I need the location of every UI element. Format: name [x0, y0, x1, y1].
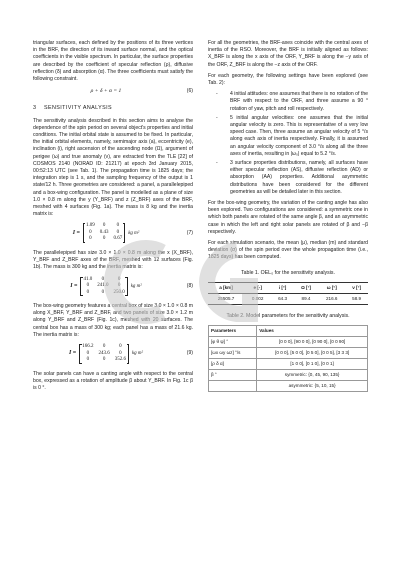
matrix-cell: 0 [117, 276, 121, 282]
table-row [209, 348, 368, 359]
matrix-cell: 241.0 [97, 283, 109, 289]
table-row [209, 370, 368, 381]
table-header-cell: i [°] [278, 285, 287, 291]
matrix-label: I = [72, 229, 80, 236]
paragraph: The sensitivity analysis described in this section aims to analyse the dependence of the spin period on several object's properties and initial conditions. The initial orbital state is assumed to be fixed. In particular, the initial orbital elements, namely, semimajor axis (a), eccentricity (e), inclination (i), right ascension of the ascending node (Ω), argument of perigee (ω) and true anomaly (ν), are extracted from the TLE [22] of COSMOS 2140 (NORAD ID: 21217) at epoch 3rd January 2015, 00:52:13 UTC (see Tab. 1). The propagation time is 1825 days; the integration step is 1 s, and the sampling frequency of the output is 1 state/12 h. Three geometries are considered: a panel, a parallelepiped and a box-wing configuration. The panel is modelled as a plane of size 1.0 × 0.8 m along the y (Y_BRF) and z (Z_BRF) axes of the BRF, meshed with 4 surfaces (Fig. 1a). The mass is 8 kg and the inertia matrix is: [33, 117, 193, 218]
matrix [80, 277, 127, 297]
matrix-cell: 0 [89, 229, 92, 235]
section-title: SENSITIVITY ANALYSIS [44, 105, 113, 112]
equation-number: (8) [186, 282, 193, 289]
equation-number: (7) [186, 229, 193, 236]
table-cell: [ωx ωy ωz] °/s [209, 348, 257, 359]
matrix-cell: 0 [101, 276, 105, 282]
equation-number: (9) [186, 350, 193, 357]
matrix-cell: 0 [119, 350, 122, 356]
table-header-cell: ω [°] [326, 285, 337, 291]
table-cell: symmetric: {0, 45, 90, 135} [257, 370, 368, 381]
settings-list [208, 91, 368, 196]
matrix-cell: 0 [119, 344, 122, 350]
paragraph: For each geometry, the following settings have been explored (see Tab. 2): [208, 72, 368, 87]
matrix-cell: 0 [102, 236, 106, 242]
equation-9 [33, 344, 193, 364]
matrix-cell: 0 [89, 236, 92, 242]
table-header-cell: ν [°] [352, 285, 362, 291]
matrix-cell: 352.6 [114, 357, 126, 363]
paragraph: The parallelepiped has size 3.0 × 1.0 × 0.8 m along the x (X_BRF), Y_BRF and Z_BRF axes of the BRF, meshed with 12 surfaces (Fig. 1b). The mass is 300 kg and the inertia matrix is: [33, 249, 193, 271]
right-column [208, 40, 368, 392]
matrix-cell: 0 [116, 229, 120, 235]
matrix-cell: 0 [86, 283, 90, 289]
table-header-cell: Ω [°] [301, 285, 311, 291]
table-cell: 216.6 [325, 296, 338, 302]
table-cell: β ° [209, 370, 257, 381]
paragraph: For each simulation scenario, the mean (μ), median (m) and standard deviation (σ) of the spin period over the whole propagation time (i.e., 1825 days) has been computed. [208, 240, 368, 261]
matrix-cell: 166.2 [82, 344, 94, 350]
matrix-cell: 0 [86, 350, 90, 356]
table-cell: [φ θ ψ] ° [209, 337, 257, 348]
table-cell: [ρ δ α] [209, 359, 257, 370]
list-item: - 3 surface properties distributions, namely, all surfaces have either specular reflection (AS), diffusive reflection (AD) or absorption (AA) properties. Additional asymmetric distributions have been considered for the different geometries as will be detailed later in this section. [216, 160, 368, 195]
matrix-cell: 0.67 [113, 236, 123, 242]
list-item: - 4 initial attitudes: one assumes that there is no rotation of the BRF with respect to the ORF, and three assume a 90 ° rotation of yaw, pitch and roll respectively. [216, 91, 368, 112]
equation-body: ρ + δ + α = 1 [90, 88, 122, 95]
paragraph: The solar panels can have a canting angle with respect to the central box, expressed as a rotation of amplitude β about Y_BRF. In Fig. 1c β is 0 °. [33, 370, 193, 391]
paragraph: The box-wing geometry features a central box of size 3.0 × 1.0 × 0.8 m along X_BRF, Y_BRF and Z_BRF, and two panels of size 3.0 × 1.2 m along Y_BRF and Z_BRF (Fig. 1c), meshed with 20 surfaces. The central box has a mass of 300 kg; each panel has a mass of 21.6 kg. The inertia matrix is: [33, 303, 193, 338]
table-cell: 58.9 [352, 296, 362, 302]
table-cell: 0.002 [251, 296, 264, 302]
table-row [209, 337, 368, 348]
section-number: 3 [33, 105, 37, 112]
table-1 [208, 282, 368, 305]
matrix-cell: 0 [102, 357, 106, 363]
matrix-cell: 0.43 [99, 229, 109, 235]
table-1-caption: Table 1. OEL₀ for the sensitivity analysis. [241, 269, 335, 276]
paragraph: triangular surfaces, each defined by the positions of its three vertices in the BRF, the direction of its inward surface normal, and the optical coefficients in the visible spectrum. In particular, the surface properties are described by the coefficient of specular reflection (ρ), diffusive reflection (δ) and absorption (α). The three coefficients must satisfy the following constraint. [33, 40, 193, 83]
equation-6 [33, 88, 193, 95]
table-row [209, 380, 368, 391]
equation-number: (6) [186, 88, 193, 95]
table-cell: 89.4 [301, 296, 311, 302]
table-cell: [1 0 0], [0 1 0], [0 0 1] [257, 359, 368, 370]
matrix-cell: 0 [86, 357, 90, 363]
matrix-cell: 0 [101, 289, 105, 295]
table-cell [209, 380, 257, 391]
matrix-cell: 0 [86, 289, 90, 295]
matrix-cell: 250.0 [113, 289, 125, 295]
paragraph: For the box-wing geometry, the variation of the canting angle has also been explored. Two configurations are considered: a symmetric one in which both panels are rotated of the same angle β, and an asymmetric case in which the left and right solar panels are rotated of β and −β respectively. [208, 200, 368, 235]
table-header-cell: e [-] [253, 285, 262, 291]
matrix-cell: 0 [117, 283, 121, 289]
matrix-unit: kg m² [128, 230, 140, 236]
table-cell: 25505.7 [217, 296, 235, 302]
table-cell: 64.3 [278, 296, 288, 302]
matrix-unit: kg m² [131, 351, 144, 357]
table-cell: asymmetric: {5, 10, 15} [257, 380, 368, 391]
paragraph: For all the geometries, the BRF-axes coincide with the central axes of inertia of the RSO. Moreover, the BRF is initially aligned as follows: X_BRF is along the x axis of the ORF, Y_BRF is along the −y axis of the ORF, Z_BRF is along the −z axis of the ORF. [208, 40, 368, 68]
table-header-cell: Values [257, 326, 368, 337]
matrix-cell: 41.0 [83, 276, 93, 282]
matrix-cell: 0 [102, 344, 106, 350]
table-2-caption: Table 2. Model parameters for the sensitivity analysis. [226, 312, 350, 319]
table-row [208, 293, 368, 304]
equation-7 [33, 223, 193, 243]
table-header-cell: Parameters [209, 326, 257, 337]
matrix [83, 223, 125, 243]
table-cell: [0 0 0], [5 0 0], [0 5 0], [0 0 5], [3 3 3] [257, 348, 368, 359]
table-cell: [0 0 0], [90 0 0], [0 90 0], [0 0 90] [257, 337, 368, 348]
table-header-cell: a [km] [219, 285, 233, 291]
left-column [33, 40, 193, 396]
matrix [79, 344, 129, 364]
matrix-unit: kg m² [130, 283, 142, 289]
matrix-label: I = [70, 282, 78, 289]
section-heading [33, 105, 193, 112]
table-row [209, 359, 368, 370]
matrix-cell: 243.6 [98, 350, 110, 356]
matrix-cell: 1.09 [85, 223, 95, 229]
matrix-cell: 0 [102, 223, 106, 229]
list-item: - 5 initial angular velocities: one assumes that the initial angular velocity is zero. This is representative of a very low speed case. Then, three assume an angular velocity of 5 °/s along each axis of inertia respectively. Finally, it is assumed an angular velocity component of 3.0 °/s along all the three axes of inertia, resulting in |ω₀| equal to 5.2 °/s. [216, 114, 368, 157]
matrix-cell: 0 [116, 223, 120, 229]
equation-8 [33, 277, 193, 297]
table-2 [208, 325, 368, 392]
matrix-label: I = [68, 350, 77, 357]
